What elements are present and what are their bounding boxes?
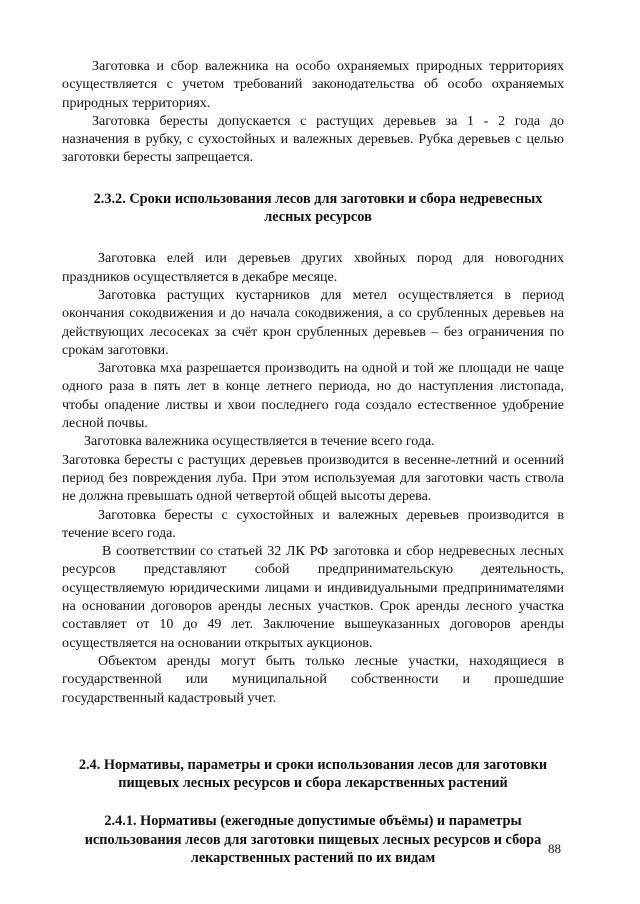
paragraph-article-32: В соответствии со статьей 32 ЛК РФ заготовка и сбор недревесных лесных ресурсов представляют собой предпринимательскую деятельность, осуществляемую юридическими лицами и индивидуальными предпринимателями на основании договоров аренды лесных участков. Срок аренды лесного участка составляет от 10 до 49 лет. Заключение вышеуказанных договоров аренды осуществляется на основании открытых аукционов. [62, 544, 564, 651]
paragraph-broom-shrubs: Заготовка растущих кустарников для метел осуществляется в период окончания сокодвижения и до начала сокодвижения, а со срубленных деревьев на действующих лесосеках за счёт крон срубленных деревьев – без ограничения по срокам заготовки. [62, 287, 564, 358]
section-heading-2-4-1: 2.4.1. Нормативы (ежегодные допустимые объёмы) и параметры использования лесов для заготовки пищевых лесных ресурсов и сбора лекарственных растений по их видам [84, 813, 542, 866]
section-heading-2-4: 2.4. Нормативы, параметры и сроки использования лесов для заготовки пищевых лесных ресурсов и сбора лекарственных растений [78, 756, 548, 792]
paragraph-deadwood-protected: Заготовка и сбор валежника на особо охраняемых природных территориях осуществляется с учетом требований законодательства об особо охраняемых природных территориях. [62, 59, 564, 111]
paragraph-christmas-trees: Заготовка елей или деревьев других хвойных пород для новогодних праздников осуществляется в декабре месяце. [62, 251, 564, 285]
paragraph-lease-object: Объектом аренды могут быть только лесные участки, находящиеся в государственной или муниципальной собственности и прошедшие государственный кадастровый учет. [62, 653, 564, 706]
paragraph-birch-bark-allowed: Заготовка бересты допускается с растущих деревьев за 1 - 2 года до назначения в рубку, с сухостойных и валежных деревьев. Рубка деревьев с целью заготовки бересты запрещается. [62, 113, 564, 166]
page-number: 88 [548, 841, 561, 856]
document-page [62, 58, 564, 867]
paragraph-birch-bark-live-trees: Заготовка бересты с растущих деревьев производится в весенне-летний и осенний период без повреждения луба. При этом используемая для заготовки часть ствола не должна превышать одной четвертой общей высоты дерева. [62, 452, 564, 505]
paragraph-birch-bark-dead-trees: Заготовка бересты с сухостойных и валежных деревьев производится в течение всего года. [62, 507, 564, 541]
paragraph-deadwood-year: Заготовка валежника осуществляется в течение всего года. [84, 434, 435, 450]
paragraph-moss: Заготовка мха разрешается производить на одной и той же площади не чаще одного раза в пять лет в конце летнего периода, но до наступления листопада, чтобы опадение листвы и хвои последнего года создало естественное удобрение лесной почвы. [62, 361, 564, 432]
section-heading-2-3-2: 2.3.2. Сроки использования лесов для заготовки и сбора недревесных лесных ресурсов [93, 190, 543, 226]
